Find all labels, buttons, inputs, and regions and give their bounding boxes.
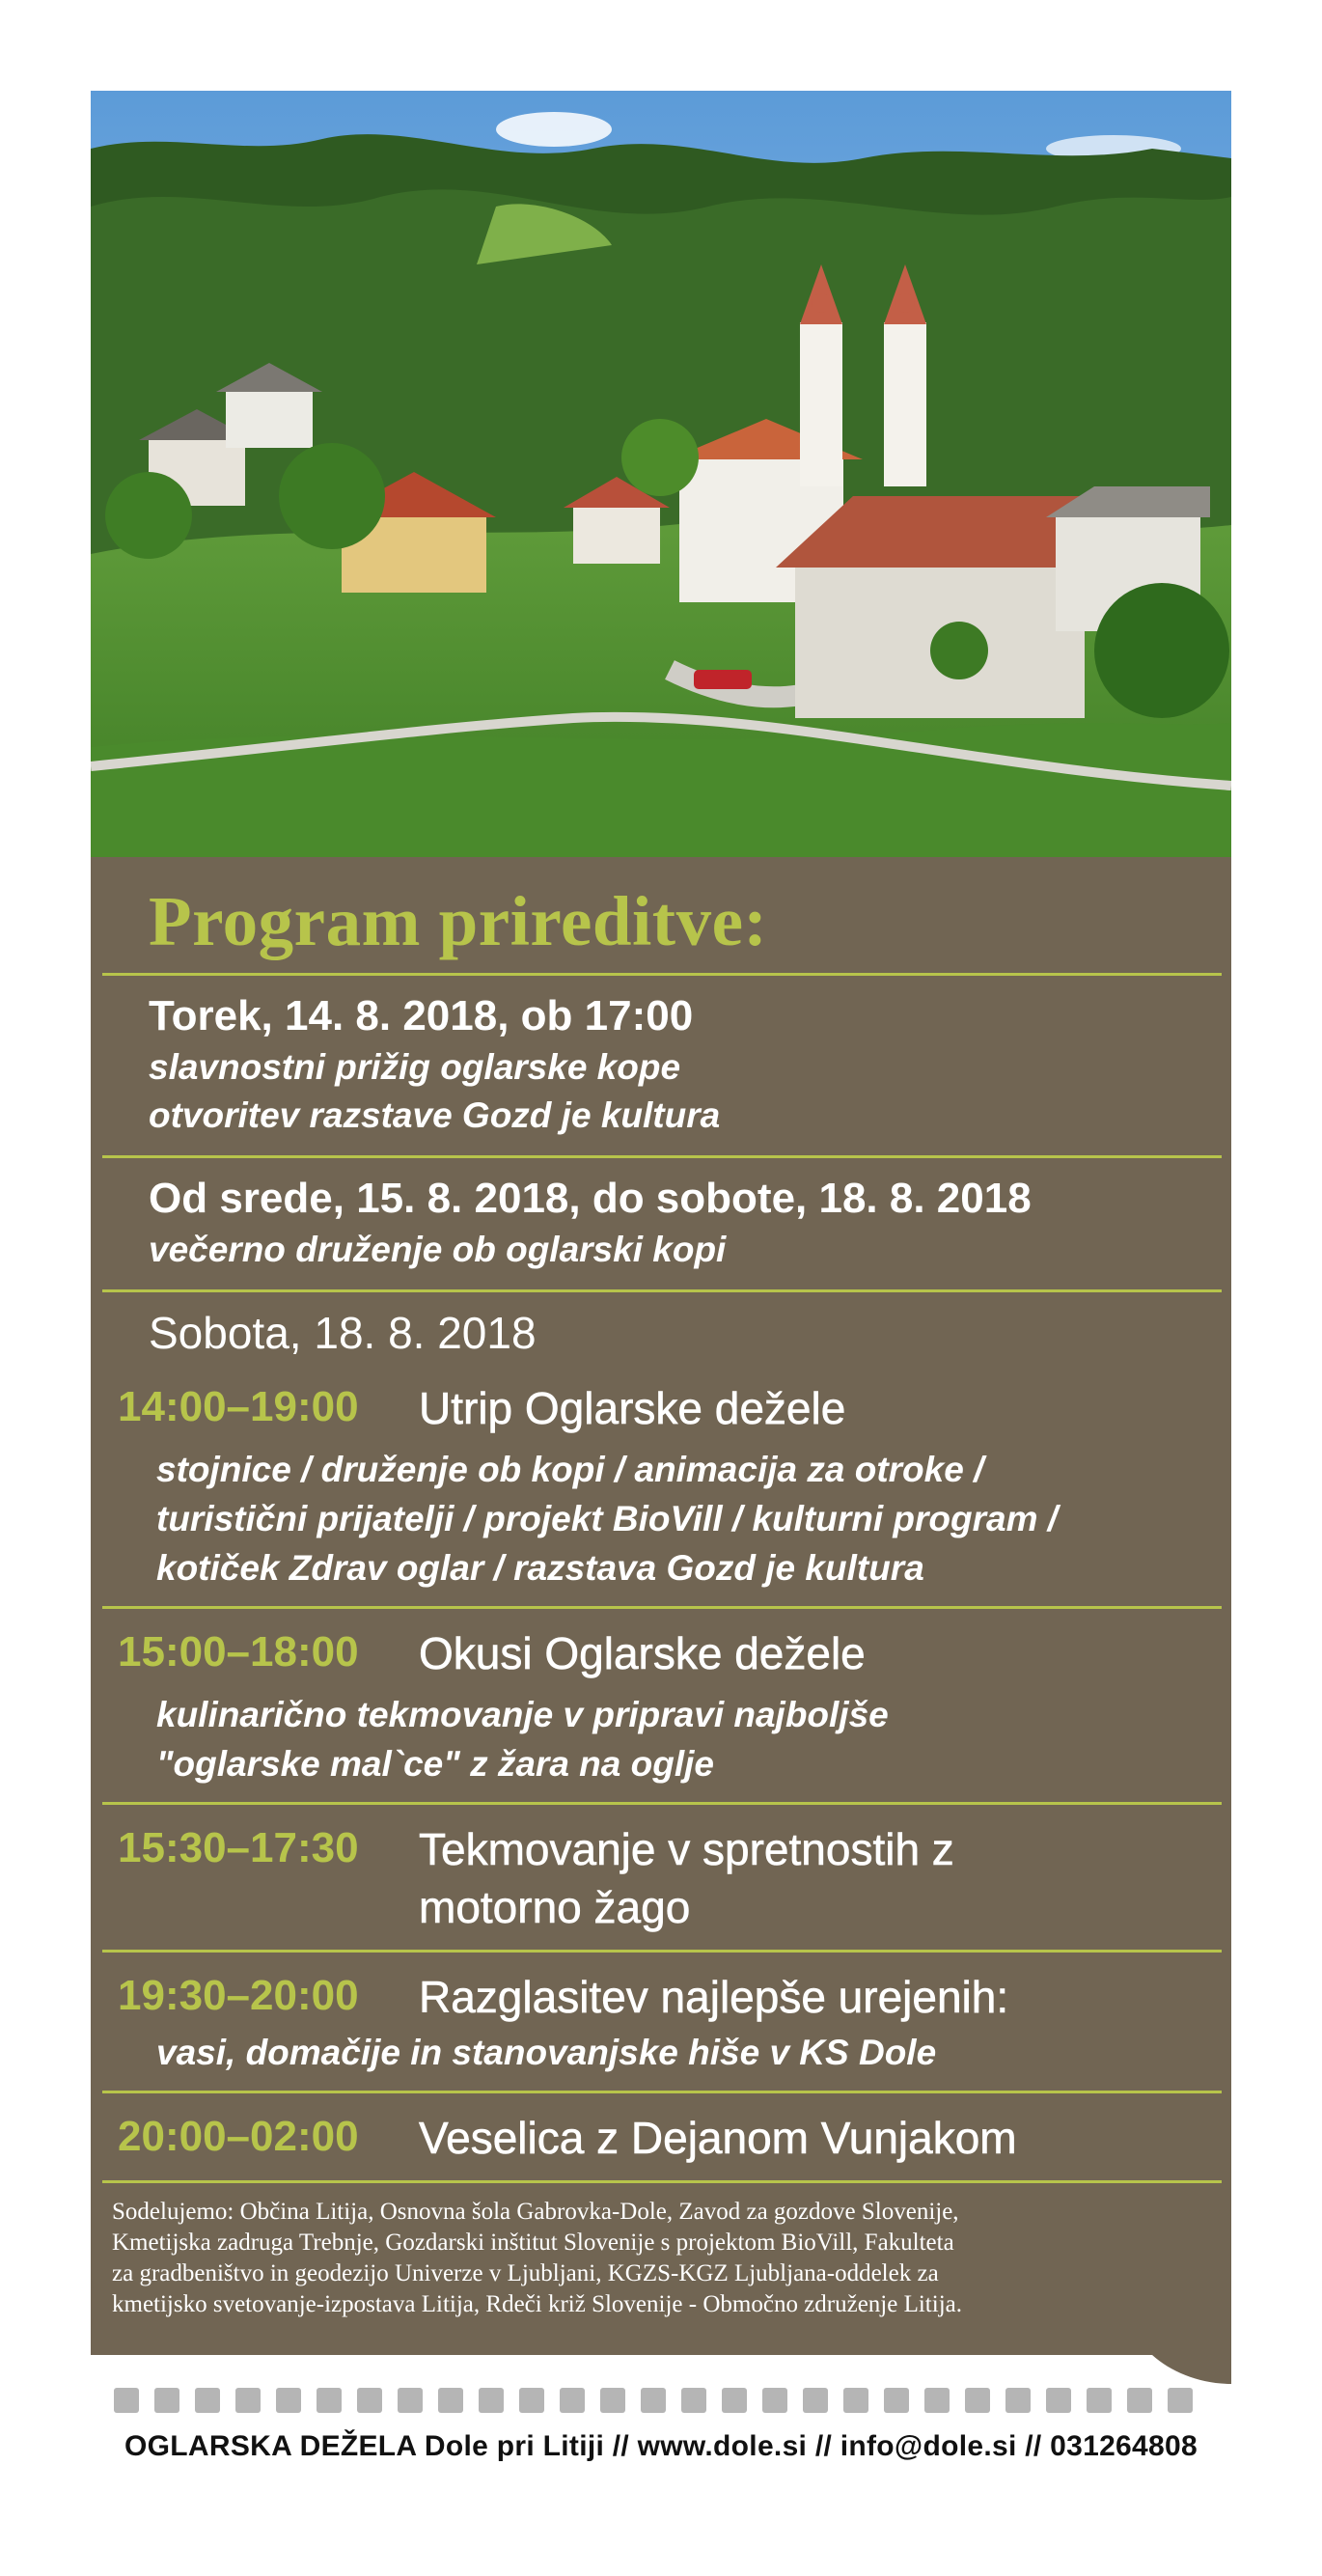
saturday-heading-block (91, 1292, 1231, 1364)
event-time: 15:00–18:00 (118, 1628, 359, 1676)
film-hole-icon (965, 2388, 990, 2413)
footer-contact: OGLARSKA DEŽELA Dole pri Litiji // www.dole.si // info@dole.si // 031264808 (124, 2430, 1198, 2462)
event-item (91, 2093, 1231, 2180)
event-desc-line: kulinarično tekmovanje v pripravi najboljše (156, 1695, 889, 1734)
film-hole-icon (154, 2388, 179, 2413)
film-hole-icon (479, 2388, 504, 2413)
event-description (91, 2026, 1231, 2077)
credits (91, 2183, 1231, 2320)
village-church-landscape-photo (91, 91, 1231, 857)
poster (91, 91, 1231, 2423)
program-block-tuesday (91, 976, 1231, 1155)
event-description (91, 1682, 1231, 1788)
film-hole-icon (1087, 2388, 1112, 2413)
film-hole-icon (317, 2388, 342, 2413)
event-title-multiline (419, 1820, 954, 1936)
film-hole-icon (1127, 2388, 1152, 2413)
film-hole-icon (722, 2388, 747, 2413)
event-title: Veselica z Dejanom Vunjakom (419, 2113, 1017, 2163)
event-header (91, 1820, 1231, 1936)
block-date: Torek, 14. 8. 2018, ob 17:00 (149, 992, 694, 1039)
film-hole-icon (843, 2388, 868, 2413)
event-time: 15:30–17:30 (118, 1824, 359, 1871)
event-time: 19:30–20:00 (118, 1972, 359, 2019)
event-header (91, 1379, 1231, 1437)
film-hole-icon (884, 2388, 909, 2413)
credits-line: Sodelujemo: Občina Litija, Osnovna šola Gabrovka-Dole, Zavod za gozdove Slovenije, (112, 2199, 959, 2225)
saturday-heading: Sobota, 18. 8. 2018 (149, 1308, 537, 1358)
film-hole-icon (924, 2388, 950, 2413)
film-hole-icon (600, 2388, 625, 2413)
event-desc-line: "oglarske mal`ce" z žara na oglje (156, 1744, 714, 1784)
program-block-wed-sat (91, 1158, 1231, 1289)
credits-line: za gradbeništvo in geodezijo Univerze v Ljubljani, KGZS-KGZ Ljubljana-oddelek za (112, 2260, 939, 2286)
event-desc-line: stojnice / druženje ob kopi / animacija za otroke / (156, 1450, 984, 1489)
event-title: Razglasitev najlepše urejenih: (419, 1972, 1009, 2022)
program-panel (91, 857, 1231, 2355)
event-title: Tekmovanje v spretnostih z (419, 1824, 954, 1874)
event-item (91, 1953, 1231, 2091)
program-title: Program prireditve: (149, 882, 768, 960)
event-item (91, 1609, 1231, 1802)
film-hole-icon (519, 2388, 544, 2413)
film-hole-icon (195, 2388, 220, 2413)
event-title: motorno žago (419, 1882, 691, 1932)
film-hole-icon (357, 2388, 382, 2413)
block-line: večerno druženje ob oglarski kopi (149, 1230, 727, 1269)
film-hole-icon (276, 2388, 301, 2413)
event-time: 14:00–19:00 (118, 1383, 359, 1430)
film-hole-icon (398, 2388, 423, 2413)
event-time: 20:00–02:00 (118, 2113, 359, 2160)
event-header (91, 2109, 1231, 2167)
film-hole-icon (235, 2388, 261, 2413)
film-hole-icon (1168, 2388, 1193, 2413)
film-holes (114, 2388, 1193, 2413)
event-item (91, 1364, 1231, 1606)
block-line: slavnostni prižig oglarske kope (149, 1047, 681, 1087)
event-description (91, 1437, 1231, 1593)
block-date: Od srede, 15. 8. 2018, do sobote, 18. 8. 2018 (149, 1175, 1032, 1222)
landscape-illustration (91, 91, 1231, 857)
event-header (91, 1968, 1231, 2026)
film-hole-icon (560, 2388, 585, 2413)
film-hole-icon (641, 2388, 666, 2413)
event-item (91, 1805, 1231, 1950)
film-strip-decoration (91, 2355, 1231, 2423)
credits-line: kmetijsko svetovanje-izpostava Litija, Rdeči križ Slovenije - Območno združenje Litija. (112, 2291, 962, 2317)
film-hole-icon (114, 2388, 139, 2413)
event-desc-line: vasi, domačije in stanovanjske hiše v KS Dole (156, 2033, 937, 2072)
film-hole-icon (438, 2388, 463, 2413)
event-header (91, 1624, 1231, 1682)
film-hole-icon (762, 2388, 787, 2413)
event-title: Okusi Oglarske dežele (419, 1628, 866, 1678)
credits-line: Kmetijska zadruga Trebnje, Gozdarski inštitut Slovenije s projektom BioVill, Fakulteta (112, 2230, 954, 2256)
film-hole-icon (681, 2388, 706, 2413)
event-desc-line: turistični prijatelji / projekt BioVill / kulturni program / (156, 1499, 1059, 1538)
film-hole-icon (803, 2388, 828, 2413)
block-line: otvoritev razstave Gozd je kultura (149, 1095, 721, 1135)
event-desc-line: kotiček Zdrav oglar / razstava Gozd je kultura (156, 1548, 924, 1588)
event-title: Utrip Oglarske dežele (419, 1383, 846, 1433)
film-hole-icon (1005, 2388, 1031, 2413)
film-hole-icon (1046, 2388, 1071, 2413)
